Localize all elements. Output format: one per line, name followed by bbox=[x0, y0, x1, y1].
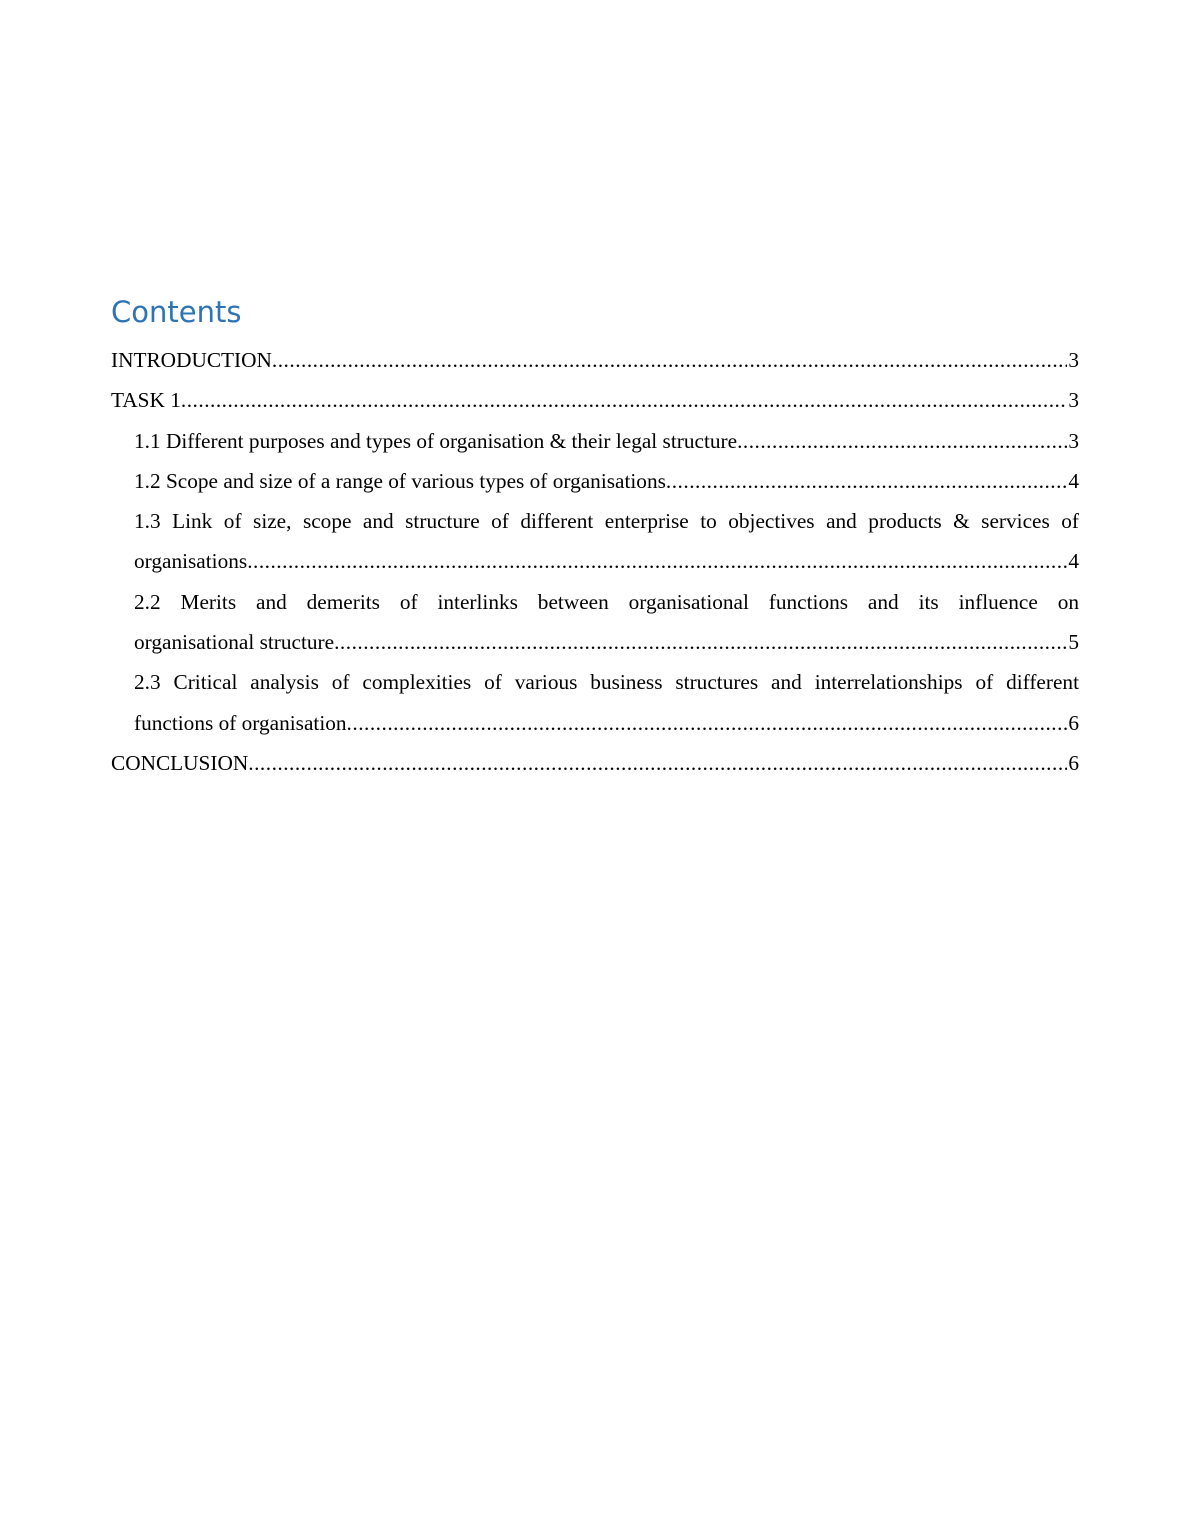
dot-leader bbox=[181, 380, 1067, 420]
toc-page-number: 3 bbox=[1068, 388, 1079, 413]
toc-entry-1-2[interactable] bbox=[111, 461, 1079, 501]
toc-entry-label: 1.1 Different purposes and types of organisation & their legal structure bbox=[134, 428, 738, 453]
toc-entry-1-1[interactable] bbox=[111, 421, 1079, 461]
toc-page-number: 4 bbox=[1068, 468, 1079, 493]
toc-entry-conclusion[interactable] bbox=[111, 743, 1079, 783]
dot-leader bbox=[334, 622, 1067, 662]
toc-entry-label: organisational structure bbox=[134, 630, 335, 655]
toc-entry-label: TASK 1 bbox=[111, 388, 181, 413]
toc-entry-1-3[interactable] bbox=[111, 501, 1079, 582]
toc-page-number: 6 bbox=[1068, 750, 1079, 775]
toc-entry-label-line: 2.2 Merits and demerits of interlinks between organisational functions and its influence on bbox=[134, 589, 1079, 614]
toc-list bbox=[111, 340, 1079, 783]
toc-page-number: 3 bbox=[1068, 348, 1079, 372]
dot-leader bbox=[347, 703, 1068, 743]
toc-entry-label: INTRODUCTION bbox=[111, 348, 272, 372]
toc-entry-label-line: 1.3 Link of size, scope and structure of different enterprise to objectives and products & services of bbox=[134, 509, 1079, 534]
toc-page-number: 6 bbox=[1068, 710, 1079, 735]
table-of-contents bbox=[111, 290, 1079, 783]
toc-entry-introduction[interactable] bbox=[111, 340, 1079, 380]
dot-leader bbox=[666, 461, 1067, 501]
dot-leader bbox=[272, 340, 1067, 380]
toc-page-number: 5 bbox=[1068, 630, 1079, 655]
toc-entry-2-2[interactable] bbox=[111, 582, 1079, 663]
dot-leader bbox=[248, 743, 1067, 783]
toc-entry-label: 1.2 Scope and size of a range of various types of organisations bbox=[134, 468, 666, 493]
toc-entry-label: organisations bbox=[134, 549, 248, 574]
toc-entry-2-3[interactable] bbox=[111, 662, 1079, 743]
toc-page-number: 4 bbox=[1068, 549, 1079, 574]
dot-leader bbox=[737, 421, 1067, 461]
toc-page-number: 3 bbox=[1068, 428, 1079, 453]
toc-entry-label: functions of organisation bbox=[134, 710, 347, 735]
toc-entry-label-line: 2.3 Critical analysis of complexities of various business structures and interrelationships of different bbox=[134, 670, 1079, 695]
toc-heading: Contents bbox=[111, 295, 242, 329]
dot-leader bbox=[247, 541, 1067, 581]
toc-entry-task-1[interactable] bbox=[111, 380, 1079, 420]
toc-entry-label: CONCLUSION bbox=[111, 750, 249, 775]
